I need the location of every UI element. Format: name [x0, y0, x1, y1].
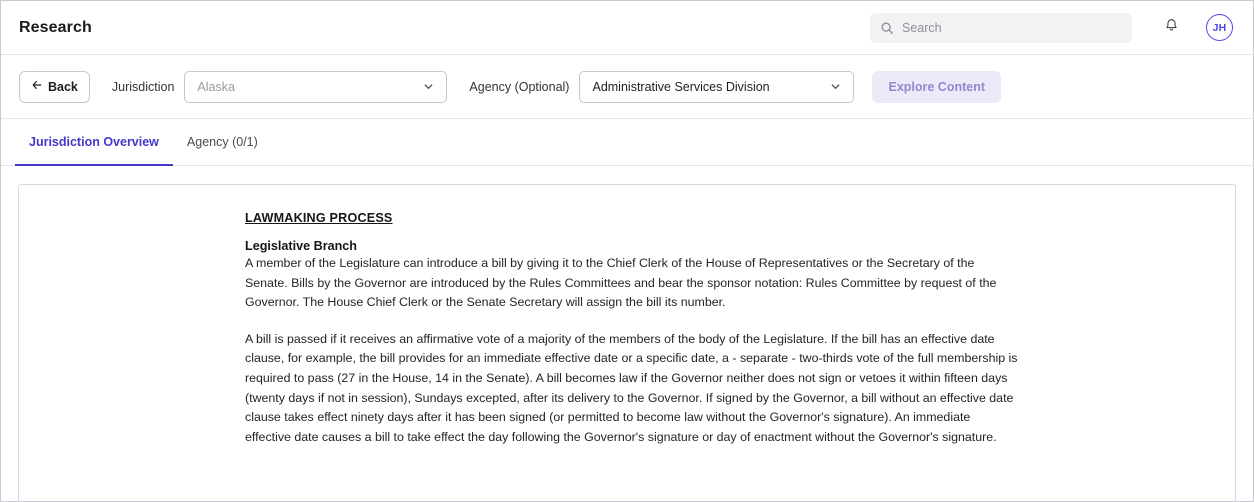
jurisdiction-select-value: Alaska: [197, 79, 235, 94]
content-area: [1, 166, 1253, 502]
agency-select[interactable]: [579, 71, 854, 103]
back-button-label: Back: [48, 79, 78, 94]
search-icon: [880, 21, 894, 35]
notifications-button[interactable]: [1158, 15, 1184, 41]
document-body: [235, 211, 1019, 447]
jurisdiction-select[interactable]: [184, 71, 447, 103]
filter-bar: [1, 55, 1253, 119]
chevron-down-icon: [422, 80, 436, 94]
arrow-left-icon: [31, 79, 43, 94]
avatar[interactable]: JH: [1206, 14, 1233, 41]
tab-bar: [1, 119, 1253, 166]
document-card: [18, 184, 1236, 502]
back-button[interactable]: [19, 71, 90, 103]
tab-agency[interactable]: Agency (0/1): [186, 134, 258, 149]
agency-label: Agency (Optional): [469, 79, 570, 94]
top-bar: [1, 1, 1253, 55]
document-paragraph-2: A bill is passed if it receives an affirmative vote of a majority of the members of the body of the Legislature. If the bill has an effective date clause, for example, the bill provides for an immediate effective date or a specific date, a - separate - two-thirds vote of the full membership is required to pass (27 in the House, 14 in the Senate). A bill becomes law if the Governor neither does not sign or vetoes it within fifteen days (twenty days if not in session), Sundays excepted, after its delivery to the Governor. If signed by the Governor, a bill without an effective date clause takes effect ninety days after it has been signed (or permitted to become law without the Governor's signature). An immediate effective date causes a bill to take effect the day following the Governor's signature or day of enactment without the Governor's signature.: [245, 331, 1018, 444]
page-title: Research: [19, 18, 92, 36]
search-box[interactable]: [870, 13, 1132, 43]
explore-content-button[interactable]: Explore Content: [872, 71, 1001, 103]
tab-jurisdiction-overview[interactable]: Jurisdiction Overview: [15, 119, 173, 166]
jurisdiction-label: Jurisdiction: [111, 79, 175, 94]
document-paragraph-1: A member of the Legislature can introduce a bill by giving it to the Chief Clerk of the House of Representatives or the Secretary of the Senate. Bills by the Governor are introduced by the Rules Committees and bear the sponsor notation: Rules Committee by request of the Governor. The House Chief Clerk or the Senate Secretary will assign the bill its number.: [245, 256, 997, 310]
chevron-down-icon: [829, 80, 843, 94]
document-section-heading: Legislative Branch: [245, 239, 357, 253]
search-input[interactable]: [902, 21, 1122, 35]
agency-select-value: Administrative Services Division: [592, 79, 770, 94]
bell-icon: [1163, 17, 1180, 39]
document-title: LAWMAKING PROCESS: [245, 211, 393, 225]
